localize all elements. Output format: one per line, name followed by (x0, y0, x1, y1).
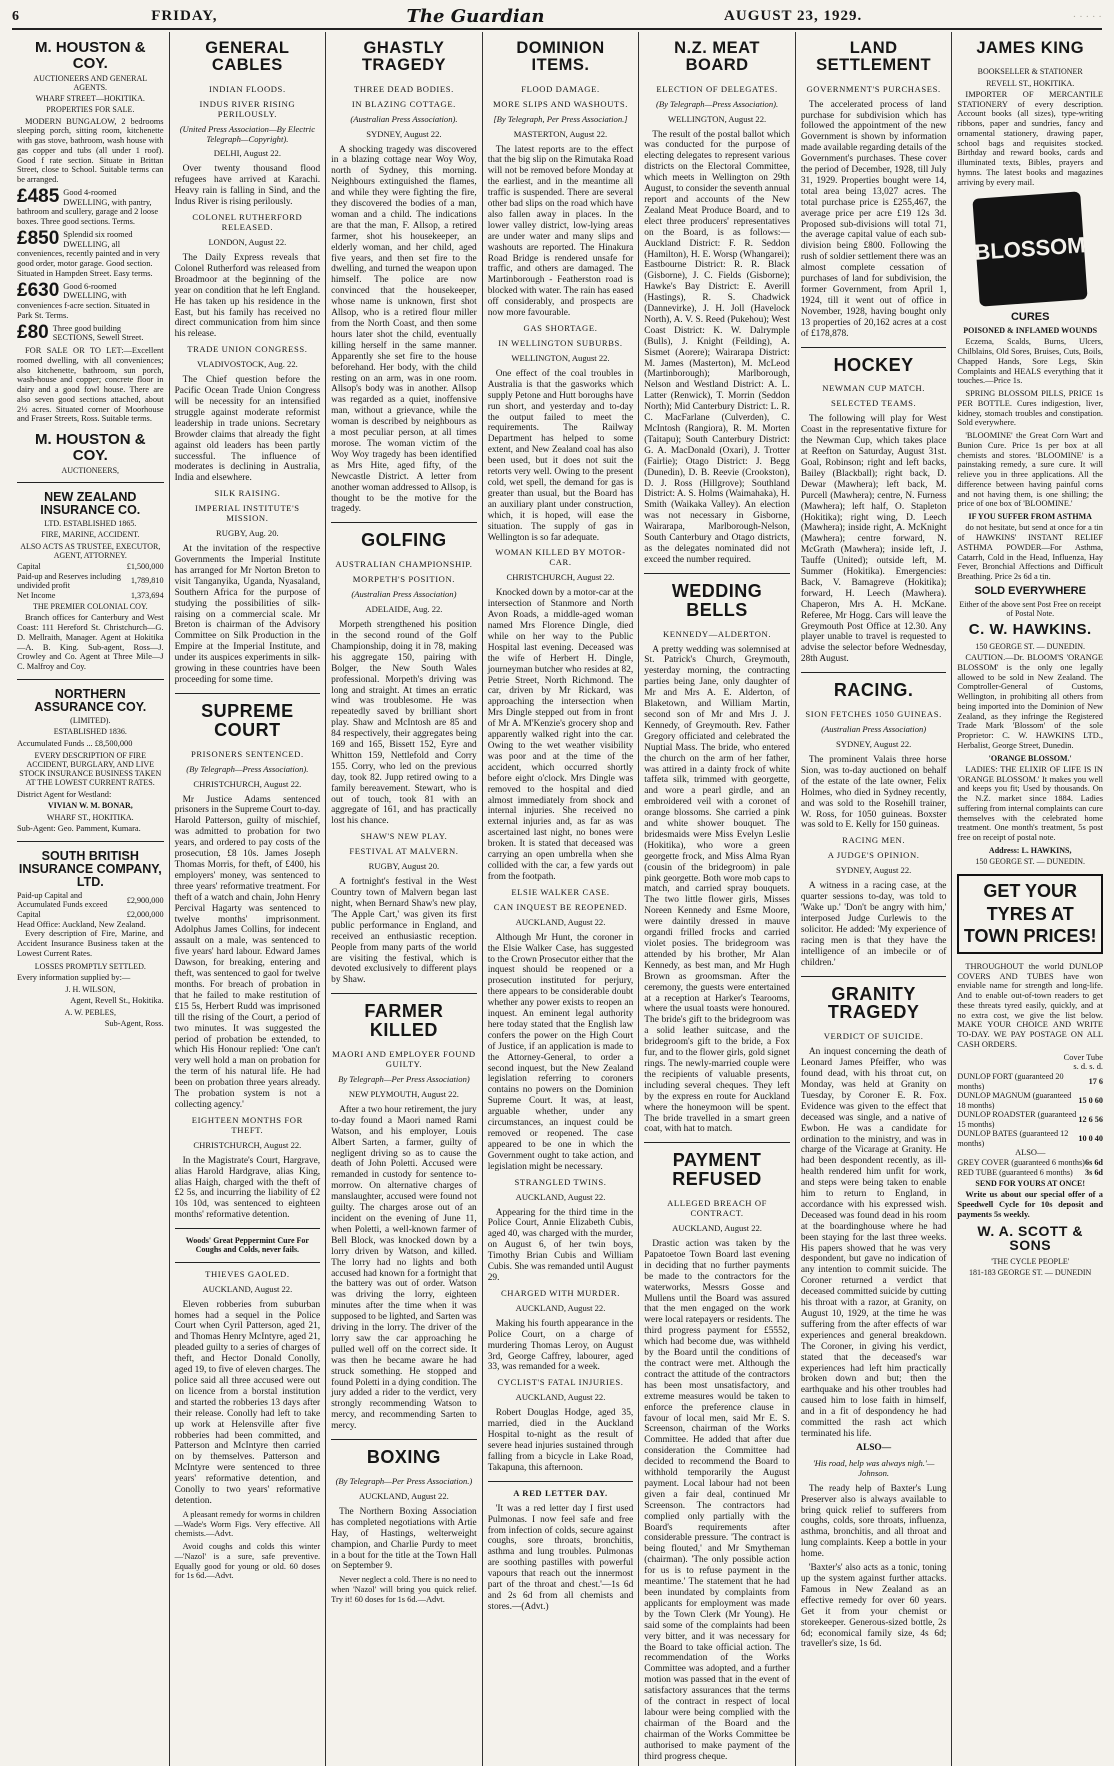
column-1 (12, 32, 169, 1766)
source-line: [By Telegraph, Per Press Association.] (493, 113, 628, 124)
houston-footer: M. HOUSTON & COY. (35, 431, 146, 464)
cures-sub: POISONED & INFLAMED WOUNDS (963, 326, 1098, 336)
cell-value: 1,373,694 (130, 590, 164, 600)
source-line: (Australian Press Association) (821, 724, 927, 735)
cell-label: RED TUBE (guaranteed 6 months) (957, 1167, 1073, 1177)
source-line: (By Telegraph—Press Association). (186, 763, 309, 774)
ad-text: Splendid six roomed DWELLING, all conveniences, recently painted and in very good order, motor garage. Good section. Situated in Hampden Street. Easy terms. (17, 229, 160, 278)
asthma-ad: do not hesitate, but send at once for a tin of HAWKINS' INSTANT RELIEF ASTHMA POWDER—For Asthma, Catarrh, Cold in the Head, Influenza, Hay Fever, Bronchial Affections and Difficult Breathing. Price 2s 6d a tin. (957, 523, 1103, 582)
dateline: LONDON, August 22. (208, 237, 287, 247)
dateline: SYDNEY, August 22. (835, 739, 912, 750)
cell-label: DUNLOP ROADSTER (guaranteed 15 months) (957, 1110, 1077, 1129)
houston-footer-sub: AUCTIONEERS, (61, 465, 120, 475)
sbi-agent-addr: Agent, Revell St., Hokitika. (70, 995, 164, 1005)
article-body: Appearing for the third time in the Police Court, Annie Elizabeth Cubis, aged 40, was charged with the murder, on August 6, of her twin boys, Timothy Brian Cubis and William Cubis. She was remanded until August 29. (487, 1207, 634, 1283)
article-body: Morpeth strengthened his position in the second round of the Golf Championship, doing it in 78, making his aggregate 150, pairing with Bolger, the New South Wales professional. Morpeth's driving was long and straight. At times an erratic wind was troublesome. He was repeatedly saved by brilliant short play. Shaw and McIntosh are 85 and 84 respectively, their aggregates being 169 and 165, Bissett 152, Eyre and Whitton 159, Nettlefold and Corry 155. Corry, who led on the previous day, took 82. Jupp retired owing to a family bereavement. Stewart, who is out of touch, took 81 with an aggregate of 161, and has practically lost his chance. (331, 620, 477, 827)
cell-value: 3s 6d (1085, 1167, 1103, 1177)
properties-heading: PROPERTIES FOR SALE. (46, 105, 135, 115)
headline: VERDICT OF SUICIDE. (823, 1031, 924, 1042)
dateline: WELLINGTON, August 22. (667, 113, 767, 124)
dateline: ADELAIDE, Aug. 22. (365, 604, 443, 615)
headline: A JUDGE'S OPINION. (827, 850, 920, 861)
column-4 (482, 32, 639, 1766)
king-addr: REVELL ST., HOKITIKA. (986, 78, 1075, 88)
cell-label: Net Income (17, 590, 56, 600)
cell-value: 10 0 40 (1078, 1134, 1103, 1144)
headline: CAN INQUEST BE REOPENED. (493, 901, 628, 912)
pills-ad: SPRING BLOSSOM PILLS, PRICE 1s PER BOTTLE. Cures indigestion, liver, kidney, stomach troubles and constipation. Sold everywhere. (957, 389, 1103, 428)
divider (488, 1481, 634, 1482)
sold-heading: SOLD EVERYWHERE (974, 584, 1086, 597)
hawkins-name: C. W. HAWKINS. (968, 621, 1092, 639)
dateline: VLADIVOSTOCK, Aug. 22. (196, 359, 298, 370)
also-label: ALSO— (856, 1442, 892, 1453)
source-line: (By Telegraph—Per Press Association.) (335, 1476, 473, 1486)
northern-est: ESTABLISHED 1836. (53, 727, 127, 737)
cell-value: 6s 6d (1085, 1158, 1103, 1168)
table-row (957, 1168, 1103, 1178)
section-title: LAND SETTLEMENT (816, 39, 932, 75)
section-title: GENERAL CABLES (205, 39, 290, 75)
cell-label: DUNLOP MAGNUM (guaranteed 18 months) (957, 1091, 1072, 1110)
article-body: The Daily Express reveals that Colonel Rutherford was released from Broadmoor at the beginning of the year on condition that he left England. He has taken up his residence in the East, but his family has received no direct communication from him since his release. (174, 252, 321, 340)
article-body: The prominent Valais three horse Sion, was to-day auctioned on behalf of the estate of the late owner, Felix Holmes, who died in Sydney recently, and was sold to the Rosehill trainer, W. Ross, for 1050 guineas. Boxster was sold to E. Kelly for 150 guineas. (800, 755, 947, 831)
section-title: DOMINION ITEMS. (516, 39, 605, 75)
sbi-office: Head Office: Auckland, New Zealand. (17, 919, 146, 929)
headline: IMPERIAL INSTITUTE'S MISSION. (195, 503, 300, 524)
section-title: N.Z. MEAT BOARD (674, 39, 760, 75)
divider (331, 993, 477, 994)
article-body: A pretty wedding was solemnised at St. Patrick's Church, Greymouth, yesterday morning, the contracting parties being Jane, only daughter of Mr and Mrs A. E. Alderton, of Blaketown, and William Martin, second son of Mr and Mrs J. J. Kennedy, of Greymouth. Rev. Father Gregory officiated and celebrated the Nuptial Mass. The bride, who entered the church on the arm of her father, was attired in a dainty frock of white taffeta silk, trimmed with georgette, and wore a pearl girdle, and an embroidered veil with a coronet of orange blossoms. She carried a pink and white shower bouquet. The bridesmaids were Miss Evelyn Leslie (Hokitika), who wore a green georgette frock, and Miss Alma Ryan (cousin of the bridegroom) in pale pink georgette. Both wore mob caps to match, and carried spray bouquets. The two little flower girls, Misses Noreen Kennedy and Esme Moore, were daintily dressed in mauve organdi frilled frocks and carried violet posies. The bridegroom was attended by his brother, Mr Alan Kennedy, as best man, and Mr Hugh Brown as groomsman. After the ceremony, the guests were entertained at a reception at Harker's Tearooms, where the usual toasts were honoured. The bride's gift to the bridegroom was a solid leather suitcase, and the bridegroom's gift to the bride, a Fox fur, and to the flower girls, gold signet rings. The newly-married couple were the recipients of valuable presents, including several cheques. They left by the express en route for Auckland where the honeymoon will be spent. The bride travelled in a smart green coat, with hat to match. (644, 644, 790, 1135)
headline: CHARGED WITH MURDER. (500, 1287, 620, 1298)
asthma-heading: IF YOU SUFFER FROM ASTHMA (968, 512, 1092, 522)
sbi-agent: A. W. PEBLES, (64, 1007, 116, 1017)
dateline: AUCKLAND, August 22. (515, 1302, 606, 1313)
ladies-ad: LADIES: THE ELIXIR OF LIFE IS IN 'ORANGE BLOSSOM.' It makes you well and keeps you fit; Used by thousands. On the N.Z. market since 1884. Ladies suffering from internal complaints can cure themselves with the celebrated home treatment. One month's treatment, 5s post free on receipt of postal note. (957, 764, 1103, 843)
table-row (17, 562, 164, 572)
houston-addr: WHARF STREET—HOKITIKA. (35, 94, 145, 104)
section-title: SUPREME COURT (201, 700, 294, 740)
cell-value: 1,789,810 (130, 576, 164, 586)
cell-label: Paid-up and Reserves including undivided profit (17, 571, 121, 591)
article-body: A fortnight's festival in the West Country town of Malvern began last night, when Bernard Shaw's new play, 'The Apple Cart,' was given its first public performance in England, and received an enthusiastic reception. People from many parts of the world are visiting the festival, which is devoted exclusively to different plays by Shaw. (331, 877, 477, 986)
section-title: PAYMENT REFUSED (672, 1150, 762, 1190)
article-body: Robert Douglas Hodge, aged 35, married, died in the Auckland Hospital to-night as the result of severe head injuries sustained through falling from a bicycle in Lake Road, Takapuna, this afternoon. (487, 1408, 634, 1473)
dateline: AUCKLAND, August 22. (672, 1223, 762, 1234)
headline: THREE DEAD BODIES. (354, 83, 454, 94)
ointment-logo-image: BLOSSOM (973, 192, 1088, 307)
section-title: GRANITY TRAGEDY (827, 983, 920, 1023)
article-body: One effect of the coal troubles in Australia is that the gasworks which supply Petone and Hutt boroughs have run short, and yesterday and to-day the output failed to meet the requirements. The Railway Department has helped to some extent, and New Zealand coal has also been used, but it does not suit the retorts very well. Owing to the present cold, wet spell, the demand for gas is greater than usual, but the Board has an auxiliary plant under construction, which, it is hoped, will ease the situation. The supply of gas in Wellington is so far adequate. (487, 368, 634, 543)
cell-value: £1,500,000 (126, 562, 164, 572)
dateline: SYDNEY, August 22. (835, 865, 912, 876)
nzi-table (17, 562, 164, 600)
article-body: Knocked down by a motor-car at the intersection of Stanmore and North Avon Roads, a middle-aged woman named Mrs Florence Dingle, died while on her way to the Public Hospital last evening. Deceased was the wife of Herbert H. Dingle, journeyman butcher who resides at 82, Petrie Street, North Richmond. The car, driven by Mr Rickard, was approaching the intersection when Mrs Dingle stepped out from in front of Mr A. M'Kenzie's grocery shop and apparently walked right into the car. Owing to the wet weather visibility was poor and at the time of the accident, which occurred shortly before eight o'clock. Mrs Dingle was removed to the hospital and died almost immediately from shock and internal injuries. She received no external injuries and, as far as was ascertained last night, no bones were broken. It is stated that deceased was carrying an open umbrella when she collided with the car, a few yards out from the footpath. (487, 588, 634, 882)
cell-label: DUNLOP FORT (guaranteed 20 months) (957, 1072, 1064, 1091)
cell-value: 12 6 56 (1078, 1115, 1103, 1125)
section-title: HOCKEY (833, 354, 914, 375)
tyres-table-2 (957, 1158, 1103, 1177)
nzi-premier: THE PREMIER COLONIAL COY. (32, 602, 148, 612)
headline: SION FETCHES 1050 GUINEAS. (805, 709, 942, 720)
nzi-est: LTD. ESTABLISHED 1865. (44, 519, 137, 529)
sbi-table (17, 891, 164, 920)
article-body: Eleven robberies from suburban homes had a sequel in the Police Court when Cyril Patterson, aged 21, and Thomas Henry McIntyre, aged 21, pleaded guilty to a series of charges of theft, and Hector Donald Conolly, aged 19, to five of eleven charges. The police said all three accused were out on licence from a borstal institution and started the robberies 13 days after their release. Conolly had left to take up work at Helensville after five robberies had been committed, and Patterson and McIntyre then carried on by themselves. Patterson and McIntyre were sentenced to three years' reformative detention, and Conolly to two years' reformative detention. (174, 1299, 321, 1506)
sbi-agent: J. H. WILSON, (65, 984, 116, 994)
divider (175, 1262, 321, 1263)
baxter-ad-2: 'Baxter's' also acts as a tonic, toning up the system against further attacks. Famous in New Zealand as an effective remedy for over 60 years. Get it from your chemist or storekeeper. Generous-sized bottle, 2s 6d; economical family size, 4s 6d; traveller's size, 1s 6d. (800, 1563, 947, 1650)
table-row (957, 1158, 1103, 1168)
cell-label: Capital (17, 562, 41, 572)
headline: GAS SHORTAGE. (523, 323, 598, 333)
ad-text: Good 4-roomed DWELLING, with pantry, bathroom and scullery, garage and 2 loose boxes. Three good sections. Terms. (17, 187, 159, 227)
dateline: MASTERTON, August 22. (513, 128, 608, 139)
headline: ELECTION OF DELEGATES. (656, 83, 778, 94)
stamp-watermark: · · · · · (1072, 10, 1102, 23)
masthead-date: AUGUST 23, 1929. (724, 8, 863, 25)
sbi-losses: LOSSES PROMPTLY SETTLED. (34, 961, 146, 971)
price: £485 (17, 185, 60, 207)
cell-value: 15 0 60 (1078, 1096, 1103, 1105)
headline: PRISONERS SENTENCED. (190, 748, 304, 759)
divider (801, 347, 947, 348)
divider (17, 841, 164, 842)
cures-body: Eczema, Scalds, Burns, Ulcers, Chilblains, Old Sores, Bruises, Cuts, Boils, Chapped Hands, Sore Legs, Skin Complaints and HEALS everything that it touches.—Price 1s. (957, 337, 1103, 386)
table-row (17, 572, 164, 591)
northern-title: NORTHERN ASSURANCE COY. (34, 686, 147, 715)
article-body: A shocking tragedy was discovered in a blazing cottage near Woy Woy, north of Sydney, this morning. Neighbours extinguished the flames, and while they were fighting the fire, they discovered the bodies of a man, woman and a child. The indications are that the man, F. Allsop, a retired farmer, shot his housekeeper, an elderly woman, and her child, aged five years, and then set fire to the dwelling, and turned the weapon upon himself. The police are now convinced that the housekeeper, whose name is unknown, first shot Allsop, who is a retired flour miller from the North Coast, and then some hours later shot the child, eventually killing herself in the same manner. Apparently she set fire to the house beforehand. Her body, with the child resting on an arm, was in one room. Allsop's body was in another. Allsop was regarded as a quiet, inoffensive man, without a grievance, while the woman is described by neighbours as a most peculiar person, at all times morose. The woman victim of the Woy Woy tragedy has been identified as Mrs Hite, aged fifty, of the Newcastle District. A letter from another woman addressed to Allsop, is thought to be the motive for the tragedy. (331, 144, 477, 515)
masthead (12, 6, 1102, 30)
divider (17, 482, 164, 483)
tyres-banner: GET YOUR TYRES AT TOWN PRICES! (957, 874, 1103, 954)
table-row (957, 1072, 1103, 1091)
quote: 'His road, help was always nigh.'—Johnson. (812, 1457, 935, 1478)
headline: RACING MEN. (842, 835, 906, 846)
divider (331, 1439, 477, 1440)
headline: A RED LETTER DAY. (513, 1487, 608, 1498)
article-body: The following will play for West Coast in the representative fixture for the Newman Cup, which takes place at Reefton on Saturday, August 31st. Goal, Robinson; right and left backs, Bailey (Blackball); right back, D. Dewar (Mawhera); left back, M. Purcell (Mawhera); centre, N. Furness (Mawhera); left half, O. Stapleton (Hokitika); right wing, D. Leech (Mawhera); inside right, A. McKnight (Mawhera); centre forward, N. McGrath (Mawhera); inside left, J. Tauffe (United); outside left, M. Summer (Hokitika). Emergencies: Back, V. Bamagreve (Hokitika); forward, H. Leech (Mawhera). Chaperon, Mrs A. H. McKane. Referee, Mr Hogg. Cars will leave the Greymouth Post Office at 12.30. Any player unable to travel is requested to advise the selector before Wednesday, 28th August. (800, 414, 947, 665)
headline: STRANGLED TWINS. (514, 1176, 607, 1187)
price: £850 (17, 227, 60, 249)
source-line: (Australian Press Association). (350, 113, 458, 124)
divider (644, 1142, 790, 1143)
headline: IN BLAZING COTTAGE. (351, 98, 456, 109)
northern-agent-addr: WHARF ST., HOKITIKA. (46, 812, 134, 822)
headline: THIEVES GAOLED. (205, 1268, 290, 1279)
article-body: In the Magistrate's Court, Hargrave, alias Harold Hardgrave, alias King, alias Haigh, charged with the theft of £2 5s, and incurring the liability of £2 10s 10d, was sentenced to eighteen months' reformative detention. (174, 1155, 321, 1221)
property-ad: MODERN BUNGALOW, 2 bedrooms sleeping porch, sitting room, kitchenette with gas stove, bathroom, wash house with gas copper and tubs (all under 1 roof). Good f rate section. Situate in Brittan Street, close to School. Suitable terms can be arranged. (17, 116, 164, 185)
also-label: ALSO— (1015, 1148, 1046, 1158)
headline: INDUS RIVER RISING PERILOUSLY. (199, 98, 296, 119)
divider (331, 522, 477, 523)
article-body: A witness in a racing case, at the quarter sessions to-day, was told to 'Wake up.' 'Don't be angry with him,' interposed Judge Curlewis to the solicitor. He added: 'My experience of racing men is that they have the intelligence of an imbecile or of children.' (800, 881, 947, 968)
property-ad: FOR SALE OR TO LET:—Excellent roomed dwelling, with all conveniences; also kitchenette, bathroom, sun porch, wash-house and copper; concrete floor in dairy and a good fowl house. There are also seven good sections attached, about 2½ acres. Situated corner of Moorhouse and Fraser Streets, Ross. Suitable terms. (17, 346, 164, 424)
table-row (957, 1129, 1103, 1148)
column-3 (325, 32, 482, 1766)
scott-addr: 181-183 GEORGE ST. — DUNEDIN (969, 1268, 1092, 1278)
cell-label: GREY COVER (guaranteed 6 months) (957, 1158, 1085, 1168)
dateline: AUCKLAND, August 22. (515, 1191, 606, 1202)
peppermint-ad: Woods' Great Peppermint Cure For Coughs and Colds, never fails. (185, 1236, 309, 1255)
bloomine-ad: 'BLOOMINE' the Great Corn Wart and Bunion Cure. Price 1s per box at all chemists and stores. 'BLOOMINE' is a painstaking remedy, a sure cure. It will relieve you in three applications. All the difference between having painful corns and not having them, is one shilling; the price of one box of 'BLOOMINE.' (957, 431, 1103, 509)
section-title: JAMES KING (976, 39, 1085, 57)
property-ad (17, 227, 164, 279)
headline: CYCLIST'S FATAL INJURIES. (497, 1377, 624, 1388)
dateline: AUCKLAND, August 22. (515, 916, 606, 927)
dateline: AUCKLAND, August 22. (515, 1392, 606, 1403)
article-body: At the invitation of the respective Governments the Imperial Institute has arranged for Mr Norton Breton to visit Tanganyika, Uganda, Nyasaland, Southern Africa for the purpose of studying the possibilities of silk-raising on a commercial scale. Mr Breton is chairman of the Advisory Committee on Silk Production in the Empire at the Imperial Institute, and under its auspices experiments in silk-growing in these countries have been proceeding for some time. (174, 544, 321, 685)
headline: KENNEDY—ALDERTON. (663, 628, 772, 639)
divider (17, 679, 164, 680)
property-ad (17, 185, 164, 227)
price: £630 (17, 279, 60, 301)
ad-text: Three good building SECTIONS, Sewell Street. (52, 323, 144, 343)
dateline: RUGBY, August 20. (368, 861, 440, 872)
headline: ELSIE WALKER CASE. (511, 886, 610, 897)
property-ad (17, 321, 164, 344)
send-heading: SEND FOR YOURS AT ONCE! (975, 1179, 1086, 1189)
page-columns (12, 32, 1108, 1762)
section-title: BOXING (366, 1447, 441, 1468)
headline: SILK RAISING. (214, 488, 281, 499)
article-body: The result of the postal ballot which was conducted for the purpose of electing delegates to represent various districts on the Electoral Committee, which meets in Wellington on 29th August, to consider the seventh annual report and accounts of the New Zealand Meat Produce Board, and to elect three producers' representatives on the Board, is as follows:—Auckland District: F. R. Seddon (Hamilton), H. E. Worsp (Whangarei); Eastbourne District: R. R. Black (Gisborne), J. C. Fields (Gisborne); Hawke's Bay District: E. Averill (Hastings), R. S. Chadwick (Dannevirke), J. H. Joll (Havelock North), A. V. S. Reed (Pukehou); West Coast District: K. W. Dalrymple (Bulls), J. Knight (Feilding), A. Sismet (Aorere); Wairarapa District: M. James (Masterton), M. McLeod (Martinborough); Marlborough, Nelson and Westland District: A. L. Latter (Renwick), T. Morrin (Seddon North); Mid Canterbury District: L. R. C. MacFarlane (Culverden), C. McIntosh (Rangiora), R. M. Morten (Taitapu); South Canterbury District: G. A. MacDonald (Oxari), J. Trotter (Fairlie); Otago District: J. Begg (Dunedin), D. B. Reevie (Crookston), D. J. Ross (Hillgrove); Southland District: A. S. Holms (Waimahaka), H. Smith (Waikaka Valley). An election was not necessary in Gisborne, Wairarapa, Marlborough-Nelson, South Canterbury and Otago districts, as the delegates nominated did not exceed the number required. (644, 129, 790, 565)
article-body: The Chief question before the Pacific Ocean Trade Union Congress will be necessity for an intensified struggle against moderate reformist leadership in trade unions. Secretary Browder claims that already the fight against old leaders has been partly successful. The influence of moderates is declining in Australia, India and elsewhere. (174, 375, 321, 484)
headline: ALLEGED BREACH OF CONTRACT. (667, 1198, 768, 1219)
section-title: GHASTLY TRAGEDY (361, 39, 446, 75)
divider (175, 1228, 321, 1229)
headline: TRADE UNION CONGRESS. (187, 344, 308, 355)
nzi-types: FIRE, MARINE, ACCIDENT. (41, 530, 140, 540)
northern-sub-agent: Sub-Agent: Geo. Pamment, Kumara. (17, 823, 141, 833)
nzi-branch: Branch offices for Canterbury and West Coast: 111 Hereford St. Christchurch—G. D. Mellraith, Manager. Agent at Hokitika—A. B. King. Sub-agent, Ross—J. Crowley and Co. Agent at Three Mile—J C. Malfroy and Coy. (17, 613, 164, 672)
king-body: IMPORTER OF MERCANTILE STATIONERY of every description. Account books (all sizes), type-writing ribbons, paper and sundries, fancy and ornamental stationery, drawing paper, school bags and requisites stocked. Birthday and reward books, cards and illuminated texts, Bibles, prayers and hymns. The latest books and magazines arriving by every mail. (957, 89, 1103, 187)
cell-label: Paid-up Capital and Accumulated Funds exceed (17, 890, 108, 910)
dateline: DELHI, August 22. (213, 148, 282, 159)
sbi-desc: Every description of Fire, Marine, and Accident Insurance Business taken at the Lowest Current Rates. (17, 929, 164, 958)
hawkins-addr: 150 GEORGE ST. — DUNEDIN. (975, 641, 1086, 651)
cell-label: Capital (17, 910, 41, 919)
headline: IN WELLINGTON SUBURBS. (498, 337, 623, 348)
tyres-body: THROUGHOUT the world DUNLOP COVERS AND TUBES have won enviable name for strength and long-life. And to enable out-of-town readers to get these threats tyred easily, quickly, and at no extra cost, we give the list below. MAKE YOUR CHOICE AND WRITE TO-DAY. WE PAY POSTAGE ON ALL CASH ORDERS. (957, 961, 1103, 1049)
divider (644, 573, 790, 574)
scott-name: W. A. SCOTT & SONS (977, 1222, 1083, 1254)
northern-agent-label: District Agent for Westland: (17, 789, 112, 799)
headline: AUSTRALIAN CHAMPIONSHIP. (335, 559, 473, 570)
page-number: 6 (12, 8, 19, 24)
column-2 (169, 32, 326, 1766)
dateline: CHRISTCHURCH, August 22. (506, 572, 615, 583)
nzi-also: ALSO ACTS AS TRUSTEE, EXECUTOR, AGENT, ATTORNEY. (20, 541, 161, 560)
headline: MORE SLIPS AND WASHOUTS. (492, 98, 629, 109)
tyres-header: Cover Tube (1063, 1052, 1103, 1062)
cell-value: £2,900,000 (126, 895, 164, 905)
headline: COLONEL RUTHERFORD RELEASED. (192, 212, 303, 233)
article-body: The accelerated process of land purchase for subdivision which has followed the appointment of the new Government is shown by information made available regarding details of the Government's purchases. These cover the period of December, 1928, till July 31, 1929. Properties bought were 14, total area being 13,027 acres. The total purchase price is £255,467, the average price per acre £19 12s 3d. Proposed sub-divisions will total 71, the average capital value of each sub-division being £800. Following the rush of soldier settlement there was an almost complete cessation of purchases of land for subdivision, the former Government, from April 1, 1924, till it went out of office in November, 1928, having bought only 13 properties of 20,162 acres at a cost of £178,878. (800, 99, 947, 339)
article-body: Although Mr Hunt, the coroner in the Elsie Walker Case, has suggested to the Crown Prosecutor either that the inquest should be reopened or a prosecution instituted for perjury, there appears to be considerable doubt whether any power exists to reopen an inquest. An eminent legal authority here today stated that the English law confers the power on the High Court of Justice, if an application is made to the Attorney-General, to order a second inquest, but the New Zealand legislation referring to coroners contains no powers on the Dominion Supreme Court. It was, at least, arguable whether, under any circumstances, an inquest could be removed or reopened. The case appeared to be one in which the Government ought to take action, and legislation might be necessary. (487, 932, 634, 1172)
divider (175, 693, 321, 694)
ad-text: Good 6-roomed DWELLING, with conveniences f-acre section. Situated in Park St. Terms. (17, 281, 150, 320)
source-line: By Telegraph—Per Press Association) (338, 1073, 470, 1084)
headline: GOVERNMENT'S PURCHASES. (806, 83, 941, 94)
section-title: GOLFING (361, 530, 447, 551)
cell-value: £2,000,000 (126, 910, 164, 919)
column-5 (638, 32, 795, 1766)
tyres-header-units: s. d. s. d. (1073, 1062, 1103, 1072)
section-title: WEDDING BELLS (671, 580, 763, 620)
headline: NEWMAN CUP MATCH. (822, 383, 925, 394)
sbi-info: Every information supplied by:— (17, 972, 131, 982)
nazol-ad: Never neglect a cold. There is no need to when 'Nazol' will bring you quick relief. Try it! 60 doses for 1s 6d.—Advt. (331, 1575, 477, 1604)
cell-label: DUNLOP BATES (guaranteed 12 months) (957, 1129, 1069, 1148)
dateline: SYDNEY, August 22. (366, 128, 442, 139)
write-ad: Write us about our special offer of a Speedwell Cycle for 10s deposit and payments 5s weekly. (957, 1190, 1103, 1219)
dateline: NEW PLYMOUTH, August 22. (348, 1088, 459, 1099)
column-7 (951, 32, 1108, 1766)
orange-heading: 'ORANGE BLOSSOM.' (988, 753, 1072, 763)
headline: MAORI AND EMPLOYER FOUND GUILTY. (332, 1049, 476, 1070)
article-body: An inquest concerning the death of Leonard James Pfeiffer, who was found dead, with his throat cut, on Monday, was held at Granity on Tuesday, by Coroner E. R. Fox. Evidence was given to the effect that deceased was single, and a native of Ewbon. He was a candidate for ordination to the ministry, and was in charge of the Vicarage at Granity. He had been despondent recently, as ill-health rendered him unfit for work, and steps were being taken to enable him to return to England, in accordance with his expressed wish. Deceased was found dead in his room at the boardinghouse where he had been staying for the last three weeks. His papers showed that he was very despondent, but gave no indication of any intention to commit suicide. The Coroner returned a verdict that deceased committed suicide by cutting his throat with a razor, at Granity, on August 10, 1929, at the time he was suffering from the after effects of war experiences and general breakdown. The Coroner, in giving his verdict, stated that the deceased's war experiences had left him practically broken down and but; then the earthquake and his other troubles had caused him to lose faith in himself, and in a fit of despondency he had committed the rash act which terminated his life. (800, 1047, 947, 1439)
nazol-ad: Avoid coughs and colds this winter—'Nazol' is a sure, safe preventive. Equally good for young or old. 60 doses for 1s 6d.—Advt. (174, 1542, 321, 1581)
dateline: RUGBY, Aug. 20. (216, 528, 279, 539)
headline: WOMAN KILLED BY MOTOR-CAR. (495, 547, 626, 568)
headline: MORPETH'S POSITION. (352, 574, 456, 585)
king-sub: BOOKSELLER & STATIONER (977, 67, 1083, 77)
article-body: Over twenty thousand flood refugees have arrived at Karachi. Heavy rain is falling in Sind, and the Indus River is rising perilously. (174, 164, 321, 208)
source-line: (United Press Association—By Electric Telegraph—Copyright). (179, 123, 316, 144)
northern-funds: Accumulated Funds ... £8,500,000 (17, 738, 133, 748)
dateline: CHRISTCHURCH, August 22. (193, 778, 302, 789)
cell-value: 17 6 (1088, 1076, 1103, 1086)
article-body: Mr Justice Adams sentenced prisoners in the Supreme Court to-day. Harold Patterson, guilty of mischief, was admitted to probation for two years, and ordered to pay costs of the prosecution, £8 10s. James Joseph Thomas Morris, for theft, of £400, his employers' money, was sentenced to three years' reformative treatment. For theft of a watch and chain, John Henry Percival Hagarty was sentenced to twelve months' imprisonment. Adolphus James Collins, for indecent assault on a male, was sentenced to five years' hard labour. Edward James Dawson, for breaking, entering and theft, was sentenced to gaol for twelve months. For breach of probation in that he failed to make restitution of £15 5s, Herbert Rudd was imprisoned till the rising of the Court, a period of two minutes. It was suggested the period of probation be extended, to which His Honour replied: 'One can't very well hold a man on probation for the term of his natural life. He had been on probation three years already. The probation system is not a collecting agency.' (174, 794, 321, 1110)
sold-body: Either of the above sent Post Free on receipt of Postal Note. (959, 599, 1102, 618)
table-row (957, 1110, 1103, 1129)
cures-heading: CURES (1010, 311, 1050, 324)
price: £80 (17, 321, 49, 343)
scott-sub: 'THE CYCLE PEOPLE' (991, 1257, 1070, 1267)
table-row (957, 1091, 1103, 1110)
article-body: The Northern Boxing Association has completed negotiations with Artie Hay, of Hastings, welterweight champion, and Charlie Purdy to meet in a bout for the title at the Town Hall on September 9. (331, 1506, 477, 1572)
headline: FLOOD DAMAGE. (521, 83, 600, 94)
houston-title: M. HOUSTON & COY. (35, 39, 146, 72)
divider (801, 672, 947, 673)
article-body: Drastic action was taken by the Papatoetoe Town Board last evening in deciding that no further payments be made to the contractors for the waterworks, Messrs Gosse and Mullens until the Board was assured that the men engaged on the work were local ratepayers or residents. The third progress payment for £5552, which had become due, was withheld by the Board until the conditions of the contract were met. Although the contract the attitude of the contractors has been most unsatisfactory, and extreme measures would be taken to enforce the preference clause in favour of local men, said Mr E. S. Screenson, chairman of the Works Committee. He added that after due consideration the Committee had decided to recommend the Board to withhold temporarily the August payment. Local labour had not been given a fair deal, continued Mr Screenson. The contractors had complied only partially with the Board's requirements after considerable pressure. 'The contract is being flouted,' and Mr Smytheman (chairman). 'The only possible action for us is to refuse payment in the meantime.' The statement that he had been inundated by complaints from applicants for employment was made by the Town Clerk (Mr Young). He said some of the complaints had been very bitter, and it was necessary for the Board to take official action. The recommendation of the Works Committee was adopted, and a further motion was passed that in the event of satisfactory assurances that the terms of the contract in respect of local labour were being complied with the chairman of the Board and the chairman of the Works Committee be authorised to make payment of the third progress cheque. (644, 1239, 790, 1762)
worms-ad: A pleasant remedy for worms in children—Wade's Worm Figs. Very effective. All chemists.—Advt. (174, 1509, 321, 1539)
dateline: AUCKLAND, August 22. (359, 1490, 449, 1501)
article-body: After a two hour retirement, the jury to-day found a Maori named Rami Watson, and his employer, Louis Albert Sarten, a farmer, guilty of negligent driving so as to cause the death of John Poletti. Accused were remanded in custody for sentence to-morrow. On alternative charges of manslaughter, accused were found not guilty. The charges arose out of an incident on the evening of June 11, when Poletti, a well-known farmer of Bell Block, was knocked down by a lorry driven by Watson, and killed. The lorry had no lights and both accused had known for a fortnight that the battery was out of order. Watson was driving the lorry, eighteen minutes after the time when it was supposed to be lighted, and Sarten was driving in the lorry. The driver of the lorry saw the car approaching he pulled well off on the correct side. It was then he became aware he had struck something. He stopped and found Poletti in a dying condition. The jury added a rider to the verdict, very strongly recommending Watson to mercy, and recommending Sarten to mercy. (331, 1104, 477, 1432)
table-row (17, 891, 164, 910)
address-label: Address: L. HAWKINS, (988, 845, 1072, 855)
source-line: (Australian Press Association) (351, 589, 457, 600)
section-title: RACING. (833, 680, 914, 701)
headline: SELECTED TEAMS. (831, 398, 917, 409)
baxter-ad: The ready help of Baxter's Lung Preserver also is always available to bring quick relief to sufferers from coughs, colds, sore throats, influenza, asthma, bronchitis, and all throat and lung complaints. Keep a bottle in your home. (800, 1483, 947, 1560)
pulmonas-ad: 'It was a red letter day I first used Pulmonas. I now feel safe and free from infection of colds, secure against coughs, sore throats, bronchitis, asthma and lung troubles. Pulmonas are soothing pastilles with powerful vapours that reach out the innermost part of the throat and chest.'—1s 6d and 2s 6d from all chemists and stores.—(Advt.) (487, 1503, 634, 1612)
dateline: WELLINGTON, August 22. (511, 352, 610, 363)
dateline: AUCKLAND, August 22. (202, 1283, 293, 1294)
headline: FESTIVAL AT MALVERN. (349, 846, 459, 857)
headline: EIGHTEEN MONTHS FOR THEFT. (191, 1114, 303, 1135)
article-body: Making his fourth appearance in the Police Court, on a charge of murdering Thomas Leroy, on August 3rd, George Caffrey, labourer, aged 33, was remanded for a week. (487, 1318, 634, 1373)
headline: SHAW'S NEW PLAY. (360, 831, 448, 842)
tyres-table (957, 1072, 1103, 1148)
section-title: FARMER KILLED (364, 1001, 444, 1041)
address: 150 GEORGE ST. — DUNEDIN. (975, 857, 1086, 867)
sbi-title: SOUTH BRITISH INSURANCE COMPANY, LTD. (18, 848, 162, 889)
paper-title: The Guardian (406, 5, 545, 27)
divider (801, 976, 947, 977)
headline: INDIAN FLOODS. (209, 83, 286, 94)
source-line: (By Telegraph—Press Association). (655, 98, 779, 109)
dateline: CHRISTCHURCH, August 22. (193, 1139, 302, 1150)
houston-sub: AUCTIONEERS AND GENERAL AGENTS. (33, 73, 148, 92)
northern-agent: VIVIAN W. M. BONAR, (47, 801, 133, 811)
nzi-title: NEW ZEALAND INSURANCE CO. (40, 489, 141, 517)
caution-ad: CAUTION.—Dr. BLOOM'S 'ORANGE BLOSSOM' is the only one legally allowed to be sold in New Zealand. The Comptroller-General of Customs, Wellington, in prohibiting all others from being imported into the Dominion of New Zealand, as they infringe the Registered Trade Mark 'Blossom' of the sole Proprietor: C. W. HAWKINS LTD., Herbalist, George Street, Dunedin. (957, 653, 1103, 750)
table-row (17, 591, 164, 601)
northern-ltd: (LIMITED). (70, 716, 111, 726)
masthead-day: FRIDAY, (151, 8, 218, 25)
article-body: The latest reports are to the effect that the big slip on the Rimutaka Road will not be removed before Monday at the earliest, and in the meantime all traffic is suspended. There are several other bad slips on the road which have also fallen away in places. In the lower valley district, low-lying areas are under water and many slips and washouts are reported. The Hinakura Road Bridge is rendered unsafe for traffic, and others are damaged. The Martinborough - Featherston road is blocked with water. The rain has eased off considerably, and prospects are now more favourable. (487, 144, 634, 319)
property-ad (17, 279, 164, 321)
northern-desc: EVERY DESCRIPTION OF FIRE ACCIDENT, BURGLARY, AND LIVE STOCK INSURANCE BUSINESS TAKEN AT THE LOWEST CURRENT RATES. (19, 750, 162, 788)
column-6 (795, 32, 952, 1766)
table-row (17, 910, 164, 920)
sbi-agent-addr: Sub-Agent, Ross. (104, 1018, 164, 1028)
